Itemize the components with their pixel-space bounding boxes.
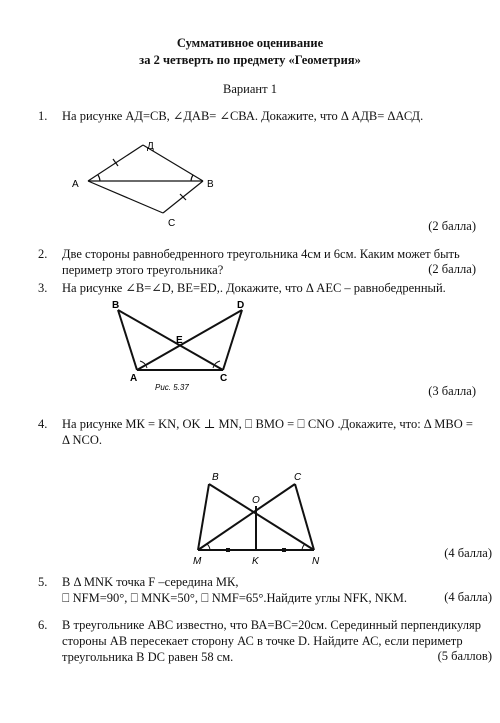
task-number: 3.: [38, 281, 48, 295]
label-c: С: [168, 218, 176, 229]
segment-cm: [198, 484, 295, 550]
task-4-line-2: Δ NCO.: [62, 433, 102, 447]
task-2-line-2: периметр этого треугольника?: [62, 263, 224, 277]
task-1-figure: [60, 135, 230, 230]
task-number: 5.: [38, 575, 48, 589]
segment-ac: [88, 181, 163, 213]
label-a: A: [130, 373, 138, 384]
task-text: Две стороны равнобедренного треугольника 4см и 6см. Каким может быть: [62, 247, 460, 261]
angle-arc-b: [191, 175, 193, 181]
equal-mark: [226, 548, 230, 552]
task-4-points: (4 балла): [444, 546, 492, 560]
task-6-line-2: стороны АВ пересекает сторону АС в точке D. Найдите АС, если периметр: [62, 634, 463, 648]
label-b: B: [212, 472, 219, 483]
equal-mark: [282, 548, 286, 552]
angle-arc-a: [98, 175, 100, 181]
label-e: E: [176, 335, 183, 346]
task-5-line-2: ⎕ NFM=90°, ⎕ MNK=50°, ⎕ NMF=65°.Найдите углы NFK, NKM.: [62, 591, 408, 605]
task-6-line-3: треугольника В DС равен 58 см.: [62, 650, 234, 664]
label-n: N: [312, 556, 320, 567]
task-text: На рисунке ∠В=∠D, ВЕ=ЕD,. Докажите, что Δ АЕС – равнобедренный.: [62, 281, 446, 295]
label-c: C: [294, 472, 302, 483]
task-number: 6.: [38, 618, 48, 632]
task-text: В Δ MNK точка F –середина МК,: [62, 575, 239, 589]
task-text: На рисунке МК = KN, OK ⊥ MN, ⎕ ВМО = ⎕ CNO .Докажите, что: Δ МВО =: [62, 417, 473, 431]
variant-label: Вариант 1: [223, 82, 277, 96]
label-d: Д: [147, 141, 154, 152]
task-text: На рисунке АД=СВ, ∠ДАВ= ∠СВА. Докажите, что Δ АДВ= ΔАСД.: [62, 109, 424, 123]
task-6-points: (5 баллов): [437, 649, 492, 663]
task-text: В треугольнике АВС известно, что ВА=ВС=20см. Серединный перпендикуляр: [62, 618, 481, 632]
task-2-points: (2 балла): [428, 262, 476, 276]
task-number: 1.: [38, 109, 48, 123]
task-number: 2.: [38, 247, 48, 261]
task-3-points: (3 балла): [428, 384, 476, 398]
label-a: А: [72, 179, 79, 190]
label-b: В: [207, 179, 214, 190]
figure-caption: Рис. 5.37: [155, 383, 189, 392]
task-number: 4.: [38, 417, 48, 431]
label-o: O: [252, 495, 260, 506]
label-k: K: [252, 556, 259, 567]
task-3-figure: [110, 298, 260, 393]
label-m: M: [193, 556, 202, 567]
task-5-points: (4 балла): [444, 590, 492, 604]
title-line-2: за 2 четверть по предмету «Геометрия»: [139, 53, 361, 67]
label-d: D: [237, 300, 245, 311]
title-line-1: Суммативное оценивание: [176, 36, 324, 50]
task-1-points: (2 балла): [428, 219, 476, 233]
label-c: C: [220, 373, 228, 384]
label-b: B: [112, 300, 120, 311]
segment-bm: [198, 484, 209, 550]
task-4-figure: [190, 466, 330, 576]
